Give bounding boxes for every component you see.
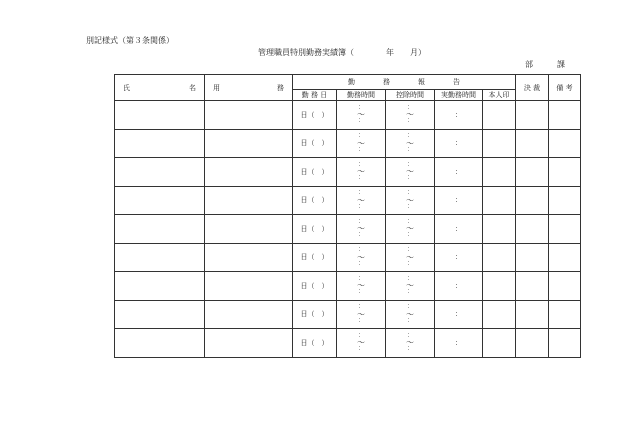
remarks-header: 備 考	[549, 75, 581, 101]
work-date-cell[interactable]: 日（ ）	[293, 300, 337, 329]
work-date-cell[interactable]: 日（ ）	[293, 129, 337, 158]
approval-cell[interactable]	[516, 101, 549, 130]
task-cell[interactable]	[205, 300, 293, 329]
approval-header: 決 裁	[516, 75, 549, 101]
seal-cell[interactable]	[483, 215, 516, 244]
name-cell[interactable]	[115, 272, 205, 301]
approval-cell[interactable]	[516, 300, 549, 329]
remarks-cell[interactable]	[549, 101, 581, 130]
name-cell[interactable]	[115, 300, 205, 329]
table-row	[115, 129, 581, 158]
seal-cell[interactable]	[483, 329, 516, 358]
remarks-cell[interactable]	[549, 243, 581, 272]
work-record-table	[114, 74, 581, 358]
approval-cell[interactable]	[516, 129, 549, 158]
work-date-cell[interactable]: 日（ ）	[293, 101, 337, 130]
approval-cell[interactable]	[516, 186, 549, 215]
name-cell[interactable]	[115, 215, 205, 244]
remarks-cell[interactable]	[549, 186, 581, 215]
deduct-time-cell[interactable]: ： 〜 ：	[386, 272, 435, 301]
table-row	[115, 329, 581, 358]
work-time-cell[interactable]: ： 〜 ：	[337, 243, 386, 272]
form-title: 管理職員特別勤務実績簿（ 年 月）	[258, 48, 426, 57]
work-time-cell[interactable]: ： 〜 ：	[337, 300, 386, 329]
work-date-cell[interactable]: 日（ ）	[293, 186, 337, 215]
task-header: 用 務	[205, 75, 293, 101]
name-cell[interactable]	[115, 186, 205, 215]
actual-time-header: 実勤務時間	[435, 90, 483, 101]
actual-time-cell[interactable]: ：	[435, 329, 483, 358]
task-cell[interactable]	[205, 186, 293, 215]
deduct-time-header: 控除時間	[386, 90, 435, 101]
table-row	[115, 215, 581, 244]
deduct-time-cell[interactable]: ： 〜 ：	[386, 158, 435, 187]
task-cell[interactable]	[205, 243, 293, 272]
work-date-cell[interactable]: 日（ ）	[293, 329, 337, 358]
seal-header: 本人印	[483, 90, 516, 101]
actual-time-cell[interactable]: ：	[435, 243, 483, 272]
name-cell[interactable]	[115, 329, 205, 358]
seal-cell[interactable]	[483, 186, 516, 215]
actual-time-cell[interactable]: ：	[435, 101, 483, 130]
approval-cell[interactable]	[516, 243, 549, 272]
name-cell[interactable]	[115, 101, 205, 130]
seal-cell[interactable]	[483, 101, 516, 130]
seal-cell[interactable]	[483, 158, 516, 187]
form-label: 別記様式（第３条関係）	[86, 36, 174, 45]
work-date-cell[interactable]: 日（ ）	[293, 158, 337, 187]
actual-time-cell[interactable]: ：	[435, 186, 483, 215]
task-cell[interactable]	[205, 215, 293, 244]
name-header: 氏 名	[115, 75, 205, 101]
work-time-cell[interactable]: ： 〜 ：	[337, 129, 386, 158]
table-row	[115, 272, 581, 301]
report-header: 勤 務 報 告	[293, 75, 516, 90]
table-row	[115, 158, 581, 187]
seal-cell[interactable]	[483, 243, 516, 272]
seal-cell[interactable]	[483, 272, 516, 301]
table-row	[115, 300, 581, 329]
remarks-cell[interactable]	[549, 129, 581, 158]
deduct-time-cell[interactable]: ： 〜 ：	[386, 329, 435, 358]
department-label: 部 課	[525, 60, 565, 69]
seal-cell[interactable]	[483, 300, 516, 329]
approval-cell[interactable]	[516, 329, 549, 358]
work-time-cell[interactable]: ： 〜 ：	[337, 272, 386, 301]
work-date-header: 勤 務 日	[293, 90, 337, 101]
deduct-time-cell[interactable]: ： 〜 ：	[386, 243, 435, 272]
work-date-cell[interactable]: 日（ ）	[293, 272, 337, 301]
approval-cell[interactable]	[516, 215, 549, 244]
actual-time-cell[interactable]: ：	[435, 300, 483, 329]
work-time-header: 勤務時間	[337, 90, 386, 101]
task-cell[interactable]	[205, 158, 293, 187]
work-time-cell[interactable]: ： 〜 ：	[337, 101, 386, 130]
table-row	[115, 243, 581, 272]
work-date-cell[interactable]: 日（ ）	[293, 215, 337, 244]
task-cell[interactable]	[205, 272, 293, 301]
remarks-cell[interactable]	[549, 300, 581, 329]
remarks-cell[interactable]	[549, 329, 581, 358]
approval-cell[interactable]	[516, 158, 549, 187]
table-row	[115, 186, 581, 215]
deduct-time-cell[interactable]: ： 〜 ：	[386, 300, 435, 329]
table-row	[115, 101, 581, 130]
remarks-cell[interactable]	[549, 158, 581, 187]
actual-time-cell[interactable]: ：	[435, 272, 483, 301]
actual-time-cell[interactable]: ：	[435, 129, 483, 158]
task-cell[interactable]	[205, 129, 293, 158]
remarks-cell[interactable]	[549, 215, 581, 244]
actual-time-cell[interactable]: ：	[435, 158, 483, 187]
name-cell[interactable]	[115, 243, 205, 272]
work-time-cell[interactable]: ： 〜 ：	[337, 329, 386, 358]
work-time-cell[interactable]: ： 〜 ：	[337, 186, 386, 215]
task-cell[interactable]	[205, 101, 293, 130]
deduct-time-cell[interactable]: ： 〜 ：	[386, 101, 435, 130]
deduct-time-cell[interactable]: ： 〜 ：	[386, 186, 435, 215]
approval-cell[interactable]	[516, 272, 549, 301]
remarks-cell[interactable]	[549, 272, 581, 301]
task-cell[interactable]	[205, 329, 293, 358]
name-cell[interactable]	[115, 158, 205, 187]
work-date-cell[interactable]: 日（ ）	[293, 243, 337, 272]
actual-time-cell[interactable]: ：	[435, 215, 483, 244]
deduct-time-cell[interactable]: ： 〜 ：	[386, 215, 435, 244]
seal-cell[interactable]	[483, 129, 516, 158]
name-cell[interactable]	[115, 129, 205, 158]
deduct-time-cell[interactable]: ： 〜 ：	[386, 129, 435, 158]
work-time-cell[interactable]: ： 〜 ：	[337, 158, 386, 187]
work-time-cell[interactable]: ： 〜 ：	[337, 215, 386, 244]
